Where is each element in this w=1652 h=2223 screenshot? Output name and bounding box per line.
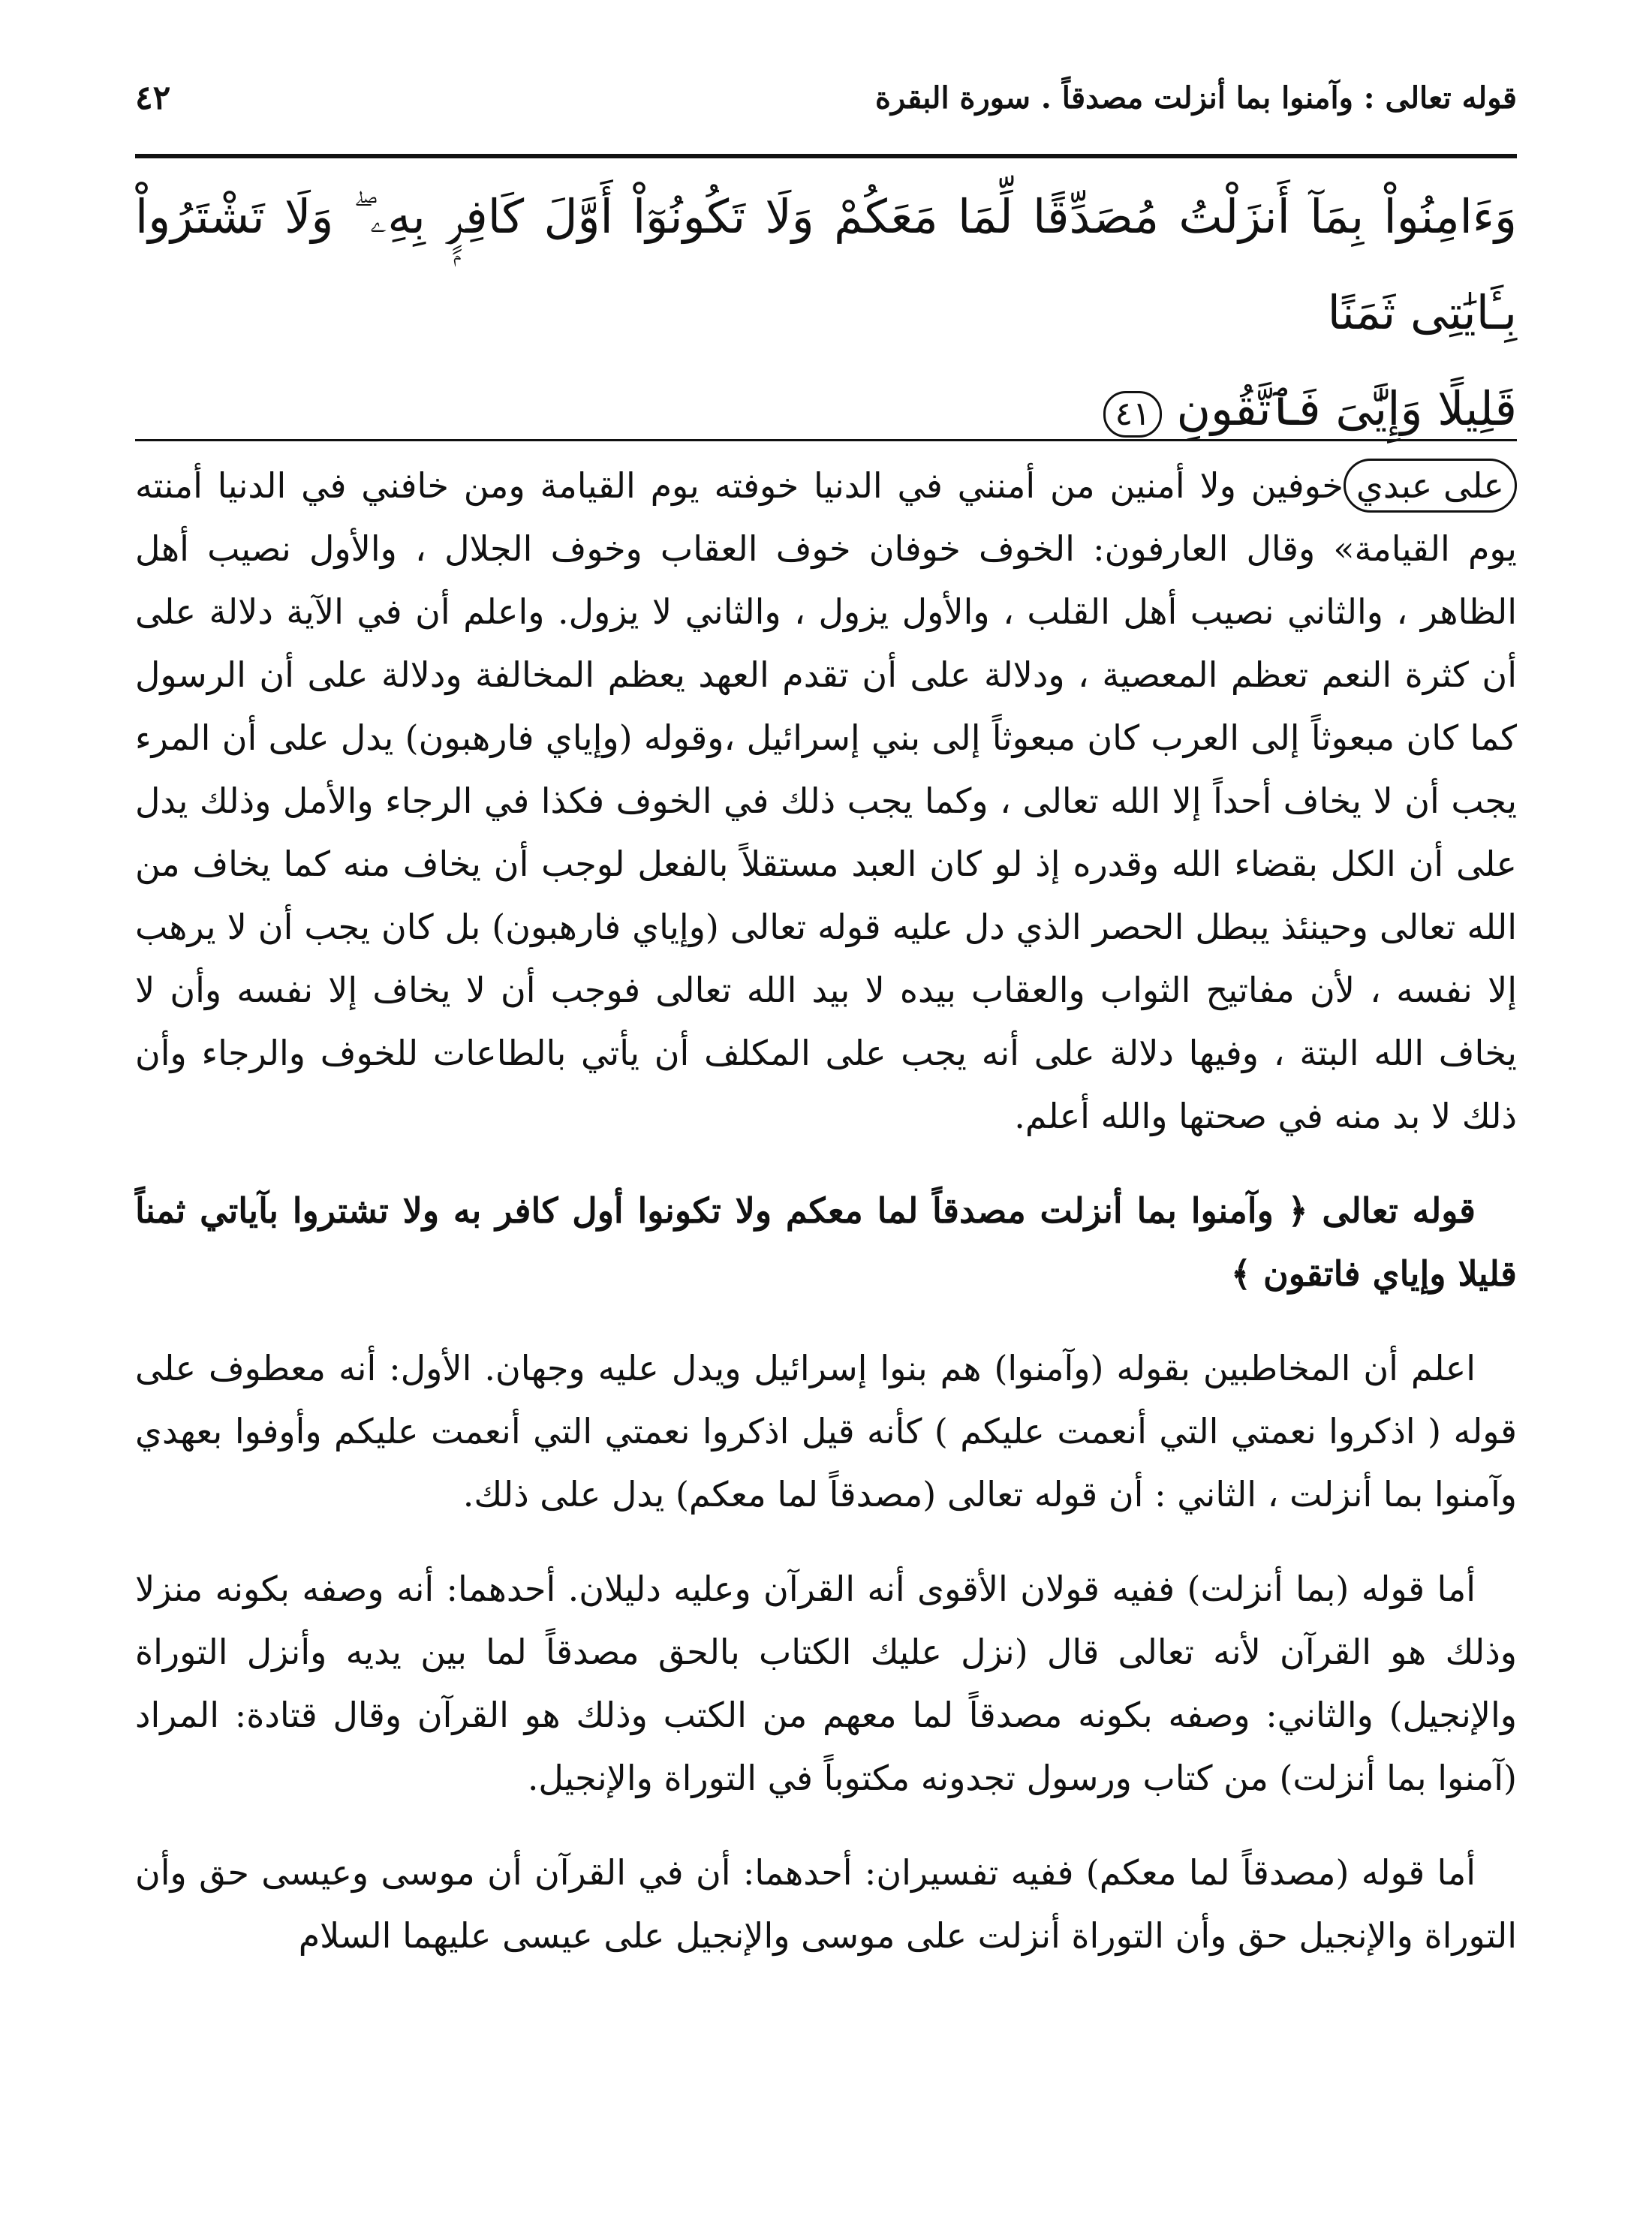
paragraph-gap <box>135 1526 1517 1557</box>
verse-divider <box>135 439 1517 441</box>
verse-quote-heading: قوله تعالى ﴿ وآمنوا بما أنزلت مصدقاً لما معكم ولا تكونوا أول كافر به ولا تشتروا بآياتي ثمناً قليلا وإياي فاتقون ﴾ <box>135 1190 1517 1294</box>
running-title: قوله تعالى : وآمنوا بما أنزلت مصدقاً . سورة البقرة <box>874 80 1517 116</box>
circled-annotation: على عبدي <box>1344 459 1517 513</box>
commentary-paragraph-4: أما قوله (مصدقاً لما معكم) ففيه تفسيران: أحدهما: أن في القرآن أن موسى وعيسى حق وأن التوراة والإنجيل حق وأن التوراة أنزلت على موسى والإنجيل على عيسى عليهما السلام <box>135 1852 1517 1956</box>
page-number: ٤٢ <box>135 78 171 117</box>
paragraph-gap <box>135 1148 1517 1179</box>
commentary-paragraph-1-text: خوفين ولا أمنين من أمنني في الدنيا خوفته يوم القيامة ومن خافني في الدنيا أمنته يوم القيامة» وقال العارفون: الخوف خوفان خوف العقاب وخوف الجلال ، والأول نصيب أهل الظاهر ، والثاني نصيب أهل القلب ، والأول يزول ، والثاني لا يزول. واعلم أن في الآية دلالة على أن كثرة النعم تعظم المعصية ، ودلالة على أن تقدم العهد يعظم المخالفة ودلالة على أن الرسول كما كان مبعوثاً إلى العرب كان مبعوثاً إلى بني إسرائيل ،وقوله (وإياي فارهبون) يدل على أن المرء يجب أن لا يخاف أحداً إلا الله تعالى ، وكما يجب ذلك في الخوف فكذا في الرجاء والأمل وذلك يدل على أن الكل بقضاء الله وقدره إذ لو كان العبد مستقلاً بالفعل لوجب أن يخاف منه كما يخاف من الله تعالى وحينئذ يبطل الحصر الذي دل عليه قوله تعالى (وإياي فارهبون) بل كان يجب أن لا يرهب إلا نفسه ، لأن مفاتيح الثواب والعقاب بيده لا بيد الله تعالى فوجب أن لا يخاف إلا نفسه وأن لا يخاف الله البتة ، وفيها دلالة على أنه يجب على المكلف أن يأتي بالطاعات للخوف والرجاء وأن ذلك لا بد منه في صحتها والله أعلم. <box>135 465 1517 1136</box>
page-header <box>135 71 1517 124</box>
verse-line-1: وَءَامِنُواْ بِمَآ أَنزَلْتُ مُصَدِّقًا لِّمَا مَعَكُمْ وَلَا تَكُونُوٓاْ أَوَّلَ كَافِرٍۭ بِهِۦ ۖ وَلَا تَشْتَرُواْ بِـَٔايَٰتِى ثَمَنًا <box>135 189 1517 340</box>
header-divider <box>135 154 1517 158</box>
verse-number-marker: ٤١ <box>1103 391 1161 438</box>
paragraph-gap <box>135 1809 1517 1841</box>
quran-verse-block <box>135 169 1517 457</box>
commentary-paragraph-1 <box>135 454 1517 1148</box>
paragraph-gap <box>135 1305 1517 1337</box>
commentary-text <box>135 454 1517 1967</box>
verse-line-2-text: قَلِيلًا وَإِيَّٰىَ فَٱتَّقُونِ <box>1176 381 1517 436</box>
commentary-paragraph-2: اعلم أن المخاطبين بقوله (وآمنوا) هم بنوا إسرائيل ويدل عليه وجهان. الأول: أنه معطوف على قوله ( اذكروا نعمتي التي أنعمت عليكم ) كأنه قيل اذكروا نعمتي التي أنعمت عليكم وأوفوا بعهدي وآمنوا بما أنزلت ، الثاني : أن قوله تعالى (مصدقاً لما معكم) يدل على ذلك. <box>135 1348 1517 1515</box>
commentary-paragraph-3: أما قوله (بما أنزلت) ففيه قولان الأقوى أنه القرآن وعليه دليلان. أحدهما: أنه وصفه بكونه منزلا وذلك هو القرآن لأنه تعالى قال (نزل عليك الكتاب بالحق مصدقاً لما بين يديه وأنزل التوراة والإنجيل) والثاني: وصفه بكونه مصدقاً لما معهم من الكتب وذلك هو القرآن وقال قتادة: المراد (آمنوا بما أنزلت) من كتاب ورسول تجدونه مكتوباً في التوراة والإنجيل. <box>135 1569 1517 1798</box>
verse-line-2 <box>135 361 1517 457</box>
